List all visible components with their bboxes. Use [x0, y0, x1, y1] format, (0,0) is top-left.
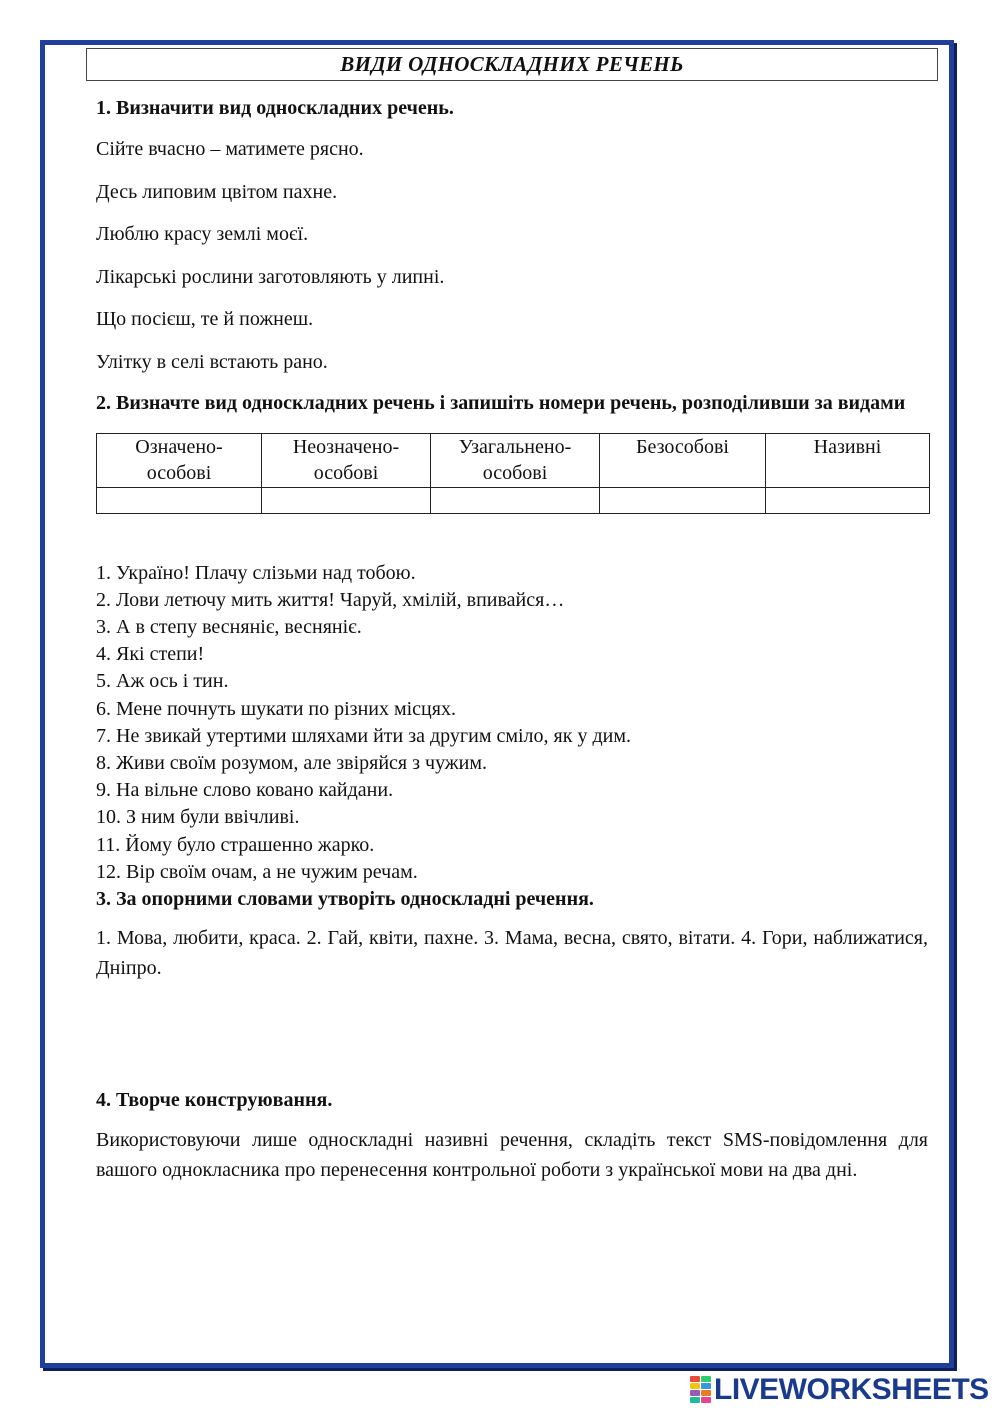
s1-sentence: Улітку в селі встають рано.	[96, 350, 328, 373]
list-item: 11. Йому було страшенно жарко.	[96, 833, 375, 856]
list-item: 5. Аж ось і тин.	[96, 670, 229, 693]
table-header-cell: Безособові	[600, 433, 766, 487]
table-header-cell: Неозначено- особові	[262, 433, 431, 487]
answer-cell[interactable]	[97, 487, 262, 513]
section-3	[96, 886, 928, 983]
section-1	[96, 95, 928, 375]
answer-cell[interactable]	[600, 487, 766, 513]
worksheet-title: ВИДИ ОДНОСКЛАДНИХ РЕЧЕНЬ	[86, 48, 938, 81]
list-item: 7. Не звикай утертими шляхами йти за другим сміло, як у дим.	[96, 724, 631, 747]
list-item: 12. Вір своїм очам, а не чужим речам.	[96, 860, 418, 883]
table-header-cell: Називні	[766, 433, 930, 487]
section-1-heading: 1. Визначити вид односкладних речень.	[96, 97, 454, 119]
s1-sentence: Лікарські рослини заготовляють у липні.	[96, 265, 445, 288]
section-3-body: 1. Мова, любити, краса. 2. Гай, квіти, пахне. 3. Мама, весна, свято, вітати. 4. Гори, наближатися, Дніпро.	[96, 926, 928, 979]
list-item: 8. Живи своїм розумом, але звіряйся з чужим.	[96, 751, 487, 774]
section-3-heading: 3. За опорними словами утворіть односкладні речення.	[96, 887, 594, 910]
list-item: 9. На вільне слово ковано кайдани.	[96, 779, 394, 802]
liveworksheets-logo	[690, 1374, 989, 1406]
list-item: 3. А в степу весняніє, весняніє.	[96, 615, 362, 638]
answer-cell[interactable]	[431, 487, 600, 513]
s1-sentence: Люблю красу землі моєї.	[96, 223, 309, 245]
list-item: 2. Лови летючу мить життя! Чаруй, хмілій, впивайся…	[96, 588, 565, 611]
table-header-cell: Означено- особові	[97, 433, 262, 487]
kinds-table	[96, 433, 930, 514]
section-4-body: Використовуючи лише односкладні називні речення, складіть текст SMS-повідомлення для вашого однокласника про перенесення контрольної роботи з української мови на два дні.	[96, 1128, 928, 1181]
section-2	[96, 389, 928, 886]
s1-sentence: Сійте вчасно – матимете рясно.	[96, 138, 364, 160]
s1-sentence: Десь липовим цвітом пахне.	[96, 180, 338, 203]
answer-cell[interactable]	[262, 487, 431, 513]
section-4	[96, 1087, 928, 1185]
list-item: 10. З ним були ввічливі.	[96, 806, 300, 829]
s1-sentence: Що посієш, те й пожнеш.	[96, 308, 314, 330]
list-item: 1. Україно! Плачу слізьми над тобою.	[96, 561, 416, 584]
list-item: 4. Які степи!	[96, 643, 205, 666]
section-2-heading: 2. Визначте вид односкладних речень і запишіть номери речень, розподіливши за видами	[96, 391, 906, 414]
worksheet-content	[96, 95, 928, 1185]
table-header-cell: Узагальнено- особові	[431, 433, 600, 487]
logo-mark-icon	[690, 1376, 712, 1404]
section-2-sentence-list	[96, 560, 928, 886]
section-4-heading: 4. Творче конструювання.	[96, 1088, 333, 1111]
answer-cell[interactable]	[766, 487, 930, 513]
logo-text: LIVEWORKSHEETS	[714, 1373, 989, 1406]
list-item: 6. Мене почнуть шукати по різних місцях.	[96, 697, 456, 720]
